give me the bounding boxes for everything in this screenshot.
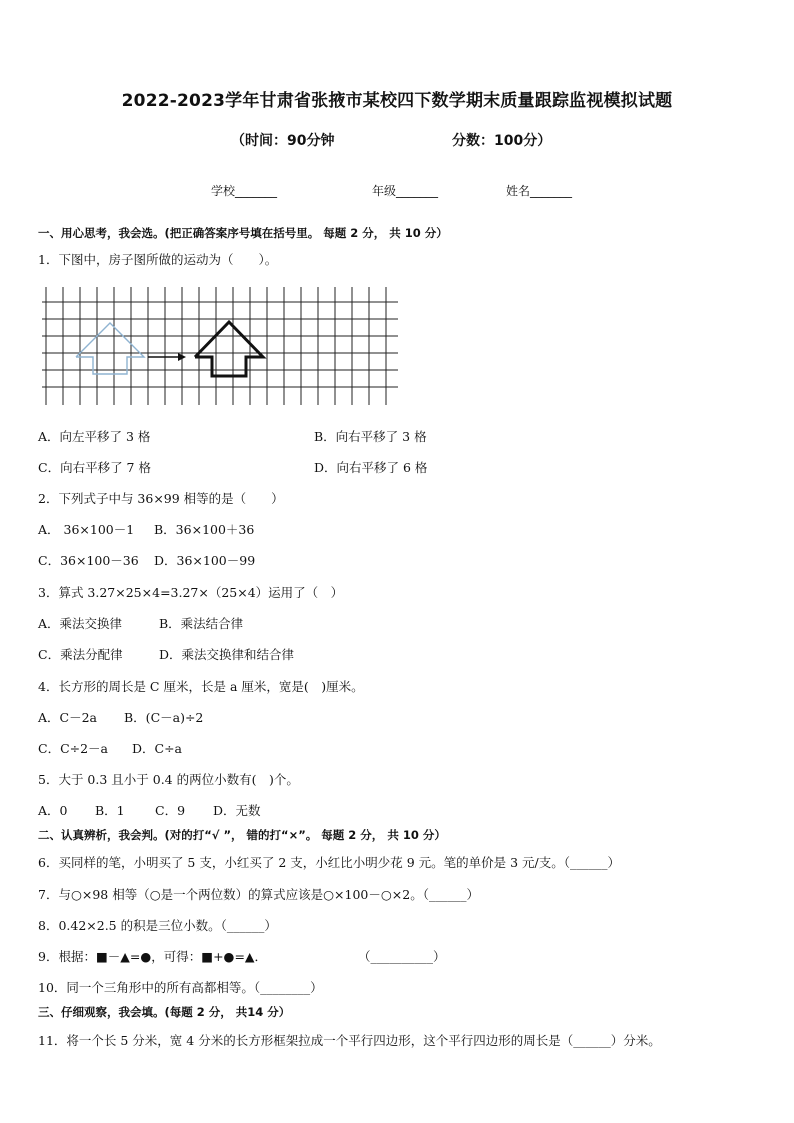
moved-house-shape: [195, 322, 263, 376]
question-5-stem: 5．大于 0.3 且小于 0.4 的两位小数有( )个。: [38, 772, 299, 787]
question-9: 9．根据：■－▲=●，可得：■+●=▲．: [38, 949, 268, 964]
original-house-shape: [76, 323, 144, 374]
q2-option-b: B．36×100＋36: [154, 522, 255, 537]
q3-option-a: A．乘法交换律: [38, 616, 123, 631]
question-4-stem: 4．长方形的周长是 C 厘米，长是 a 厘米，宽是( )厘米。: [38, 679, 364, 694]
q4-option-d: D．C÷a: [132, 741, 183, 756]
q1-option-d: D．向右平移了 6 格: [314, 460, 428, 475]
question-10: 10．同一个三角形中的所有高都相等。（________）: [38, 980, 323, 995]
question-9-blank: （__________）: [358, 949, 446, 964]
section-1-heading: 一、用心思考，我会选。(把正确答案序号填在括号里。 每题 2 分， 共 10 分）: [38, 226, 448, 240]
question-3-stem: 3．算式 3.27×25×4=3.27×（25×4）运用了（ ）: [38, 585, 344, 600]
question-6: 6．买同样的笔，小明买了 5 支，小红买了 2 支，小红比小明少花 9 元。笔的单价是 3 元/支。（______）: [38, 855, 621, 870]
house-translation-grid-figure: [40, 285, 400, 410]
page-title: 2022-2023学年甘肃省张掖市某校四下数学期末质量跟踪监视模拟试题: [121, 91, 673, 111]
section-2-heading: 二、认真辨析，我会判。(对的打“√ ”， 错的打“×”。 每题 2 分， 共 10 分）: [38, 828, 446, 842]
q1-option-b: B．向右平移了 3 格: [314, 429, 427, 444]
q3-option-b: B．乘法结合律: [159, 616, 244, 631]
question-11: 11．将一个长 5 分米，宽 4 分米的长方形框架拉成一个平行四边形，这个平行四边形的周长是（______）分米。: [38, 1033, 661, 1048]
exam-score: 分数：100分）: [452, 133, 552, 149]
question-2-stem: 2．下列式子中与 36×99 相等的是（ ）: [38, 491, 284, 506]
q2-option-a: A． 36×100－1: [38, 522, 135, 537]
q5-option-a: A．0: [38, 803, 68, 818]
q5-option-d: D．无数: [213, 803, 261, 818]
q5-option-c: C．9: [155, 803, 186, 818]
name-field: 姓名_______: [506, 184, 573, 198]
q5-option-b: B．1: [95, 803, 125, 818]
q4-option-b: B．(C－a)÷2: [124, 710, 204, 725]
q3-option-d: D．乘法交换律和结合律: [159, 647, 295, 662]
q2-option-d: D．36×100－99: [154, 553, 256, 568]
section-3-heading: 三、仔细观察，我会填。(每题 2 分， 共14 分）: [38, 1005, 291, 1019]
q3-option-c: C．乘法分配律: [38, 647, 123, 662]
q4-option-c: C．C÷2－a: [38, 741, 109, 756]
question-7: 7．与○×98 相等（○是一个两位数）的算式应该是○×100－○×2。（______）: [38, 887, 479, 902]
question-1-stem: 1．下图中，房子图所做的运动为（ ）。: [38, 252, 278, 267]
q1-option-c: C．向右平移了 7 格: [38, 460, 151, 475]
exam-time: （时间：90分钟: [231, 133, 335, 149]
school-field: 学校_______: [211, 184, 278, 198]
grade-field: 年级_______: [372, 184, 439, 198]
question-8: 8．0.42×2.5 的积是三位小数。（______）: [38, 918, 277, 933]
q2-option-c: C．36×100－36: [38, 553, 139, 568]
q1-option-a: A．向左平移了 3 格: [38, 429, 151, 444]
q4-option-a: A．C－2a: [38, 710, 97, 725]
